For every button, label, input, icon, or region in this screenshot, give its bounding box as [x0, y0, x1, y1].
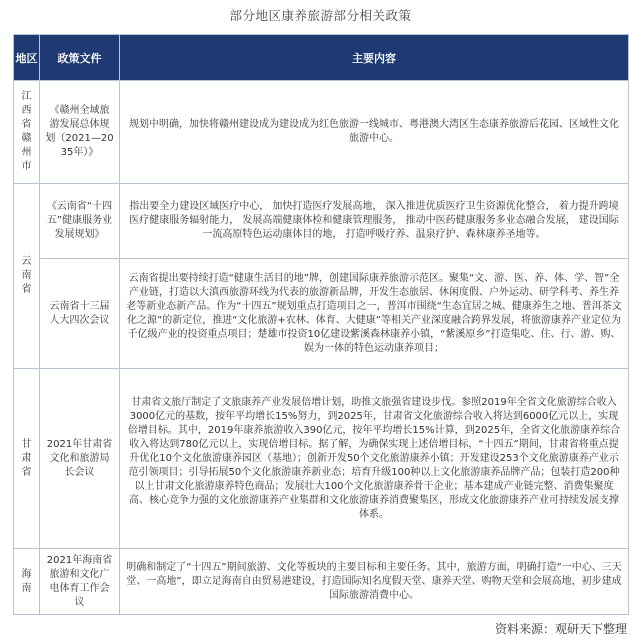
- table-row: [14, 259, 629, 369]
- header-region: 地区: [14, 35, 40, 81]
- document-cell: 《云南省“十四五”健康服务业发展规划》: [40, 184, 120, 259]
- region-cell: 云南省: [14, 184, 40, 369]
- content-cell: 明确和制定了“十四五”期间旅游、文化等板块的主要目标和主要任务。其中，旅游方面，明确打造“一中心、三天堂、一高地”，即立足海南自由贸易港建设，打造国际知名度假天堂、康养天堂、购物天堂和会展高地，初步建成国际旅游消费中心。: [120, 549, 629, 615]
- table-header-row: [14, 35, 629, 81]
- document-cell: 2021年甘肃省文化和旅游局长会议: [40, 369, 120, 549]
- header-document: 政策文件: [40, 35, 120, 81]
- document-cell: 2021年海南省旅游和文化广电体育工作会议: [40, 549, 120, 615]
- page-title: 部分地区康养旅游部分相关政策: [229, 8, 412, 23]
- policy-table: [13, 34, 629, 615]
- document-cell: 云南省十三届人大四次会议: [40, 259, 120, 369]
- table-row: [14, 369, 629, 549]
- region-cell: 海南: [14, 549, 40, 615]
- region-cell: 甘肃省: [14, 369, 40, 549]
- table-row: [14, 184, 629, 259]
- table-row: [14, 549, 629, 615]
- document-cell: 《赣州全域旅游发展总体规划（2021—2035年）》: [40, 81, 120, 184]
- header-content: 主要内容: [120, 35, 629, 81]
- source-note: 资料来源：观研天下整理: [494, 622, 627, 636]
- table-row: [14, 81, 629, 184]
- content-cell: 规划中明确，加快将赣州建设成为建设成为红色旅游一线城市、粤港澳大湾区生态康养旅游后花园、区域性文化旅游中心。: [120, 81, 629, 184]
- content-cell: 指出要全力建设区域医疗中心， 加快打造医疗发展高地， 深入推进优质医疗卫生资源优化整合， 着力提升跨境医疗健康服务辐射能力， 发展高端健康体检和健康管理服务， 推动中医药健康服务多业态融合发展， 建设国际一流高原特色运动康体目的地， 打造呼吸疗养、温泉疗护、森林康养圣地等。: [120, 184, 629, 259]
- content-cell: 甘肃省文旅厅制定了文旅康养产业发展倍增计划，助推文旅强省建设步伐。参照2019年全省文化旅游综合收入3000亿元的基数，按年平均增长15%努力，到2025年，甘肃省文化旅游综合收入将达到6000亿元以上，实现倍增目标。其中，2019年康养旅游收入390亿元，按年平均增长15%计算，到2025年，全省文化旅游康养综合收入将达到780亿元以上，实现倍增目标。据了解，为确保实现上述倍增目标，“十四五”期间，甘肃省将重点提升优化10个文化旅游康养园区（基地）；创新开发50个文化旅游康养小镇；开发建设253个文化旅游康养产业示范引领项目；引导拓展50个文化旅游康养新业态；培育升级100种以上文化旅游康养品牌产品；包装打造200种以上甘肃文化旅游康养特色商品；发展壮大100个文化旅游康养骨干企业；基本建成产业链完整、消费集聚度高、核心竞争力强的文化旅游康养产业集群和文化旅游康养消费聚集区，形成文化旅游康养产业可持续发展支撑体系。: [120, 369, 629, 549]
- content-cell: 云南省提出要持续打造“健康生活目的地”牌，创建国际康养旅游示范区。聚集“文、游、医、养、体、学、智”全产业链，打造以大滇西旅游环线为代表的旅游新品牌，开发生态旅居、休闲度假、户外运动、研学科考、养生养老等新业态新产品。作为“十四五”规划重点打造项目之一，普洱市围绕“生态宜居之城、健康养生之地、普洱茶文化之源”的新定位，推进“文化旅游+农林、体育、大健康”等相关产业深度融合跨界发展，将旅游康养产业定位为千亿级产业的投资重点项目；楚雄市投资10亿建设紫溪森林康养小镇，“紫溪原乡”打造集吃、住、行、游、购、娱为一体的特色运动康养项目；: [120, 259, 629, 369]
- region-cell: 江西省赣州市: [14, 81, 40, 184]
